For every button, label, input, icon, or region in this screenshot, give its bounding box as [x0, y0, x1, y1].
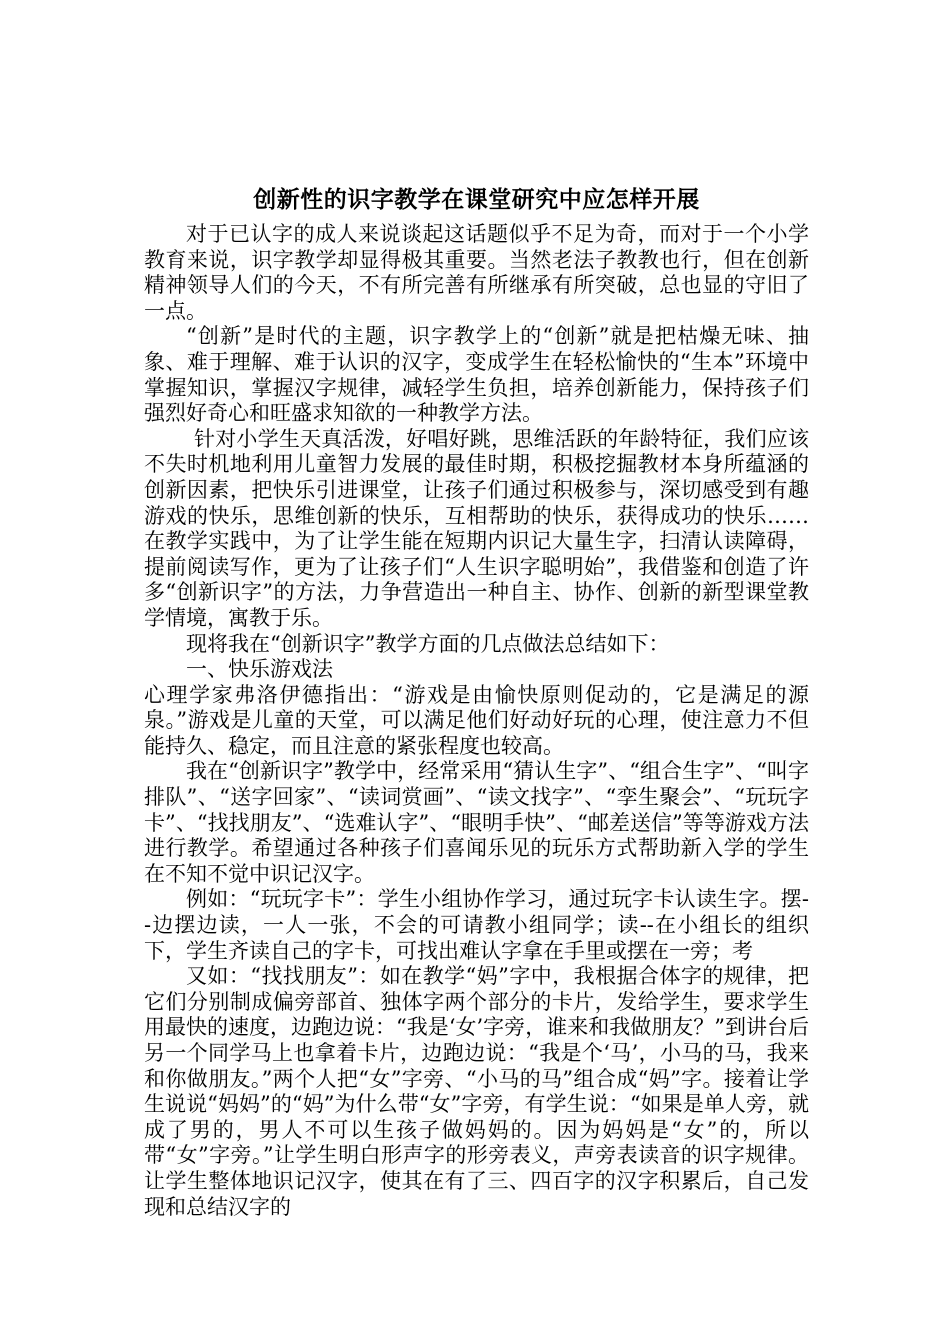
paragraph-summary-lead: 现将我在“创新识字”教学方面的几点做法总结如下：: [186, 631, 670, 656]
document-title: 创新性的识字教学在课堂研究中应怎样开展: [253, 187, 700, 213]
document-page: [144, 180, 809, 1220]
paragraph-example-find-friends: 又如：“找找朋友”：如在教学“妈”字中，我根据合体字的规律，把它们分别制成偏旁部首、独体字两个部分的卡片，发给学生，要求学生用最快的速度，边跑边说：“我是‘女’字旁，谁来和我做朋友？”到讲台后另一个同学马上也拿着卡片，边跑边说：“我是个‘马’，小马的马，我来和你做朋友。”两个人把“女”字旁、“小马的马”组合成“妈”字。接着让学生说说“妈妈”的“妈”为什么带“女”字旁，有学生说：“如果是单人旁，就成了男的，男人不可以生孩子做妈妈的。因为妈妈是“女”的，所以带“女”字旁。”让学生明白形声字的形旁表义，声旁表读音的识字规律。让学生整体地识记汉字，使其在有了三、四百字的汉字积累后，自己发现和总结汉字的: [144, 964, 809, 1219]
paragraph-game-list: 我在“创新识字”教学中，经常采用“猜认生字”、“组合生字”、“叫字排队”、“送字回家”、“读词赏画”、“读文找字”、“孪生聚会”、“玩玩字卡”、“找找朋友”、“选难认字”、“眼明手快”、“邮差送信”等等游戏方法进行教学。希望通过各种孩子们喜闻乐见的玩乐方式帮助新入学的学生在不知不觉中识记汉字。: [144, 759, 809, 886]
section-heading-game-method: 一、快乐游戏法: [186, 657, 333, 682]
paragraph-student-traits: 针对小学生天真活泼，好唱好跳，思维活跃的年龄特征，我们应该不失时机地利用儿童智力发展的最佳时期，积极挖掘教材本身所蕴涵的创新因素，把快乐引进课堂，让孩子们通过积极参与，深切感受到有趣游戏的快乐，思维创新的快乐，互相帮助的快乐，获得成功的快乐……在教学实践中，为了让学生能在短期内识记大量生字，扫清认读障碍，提前阅读写作，更为了让孩子们“人生识字聪明始”，我借鉴和创造了许多“创新识字”的方法，力争营造出一种自主、协作、创新的新型课堂教学情境，寓教于乐。: [144, 426, 809, 630]
paragraph-intro: 对于已认字的成人来说谈起这话题似乎不足为奇，而对于一个小学教育来说，识字教学却显得极其重要。当然老法子教教也行，但在创新精神领导人们的今天，不有所完善有所继承有所突破，总也显的守旧了一点。: [144, 222, 809, 323]
paragraph-example-word-cards: 例如：“玩玩字卡”：学生小组协作学习，通过玩字卡认读生字。摆--边摆边读，一人一张，不会的可请教小组同学；读--在小组长的组织下，学生齐读自己的字卡，可找出难认字拿在手里或摆在一旁；考: [144, 887, 809, 963]
paragraph-freud-quote: 心理学家弗洛伊德指出：“游戏是由愉快原则促动的，它是满足的源泉。”游戏是儿童的天堂，可以满足他们好动好玩的心理，使注意力不但能持久、稳定，而且注意的紧张程度也较高。: [144, 682, 809, 758]
paragraph-innovation-definition: “创新”是时代的主题，识字教学上的“创新”就是把枯燥无味、抽象、难于理解、难于认识的汉字，变成学生在轻松愉快的“生本”环境中掌握知识，掌握汉字规律，减轻学生负担，培养创新能力，保持孩子们强烈好奇心和旺盛求知欲的一种教学方法。: [144, 324, 809, 426]
